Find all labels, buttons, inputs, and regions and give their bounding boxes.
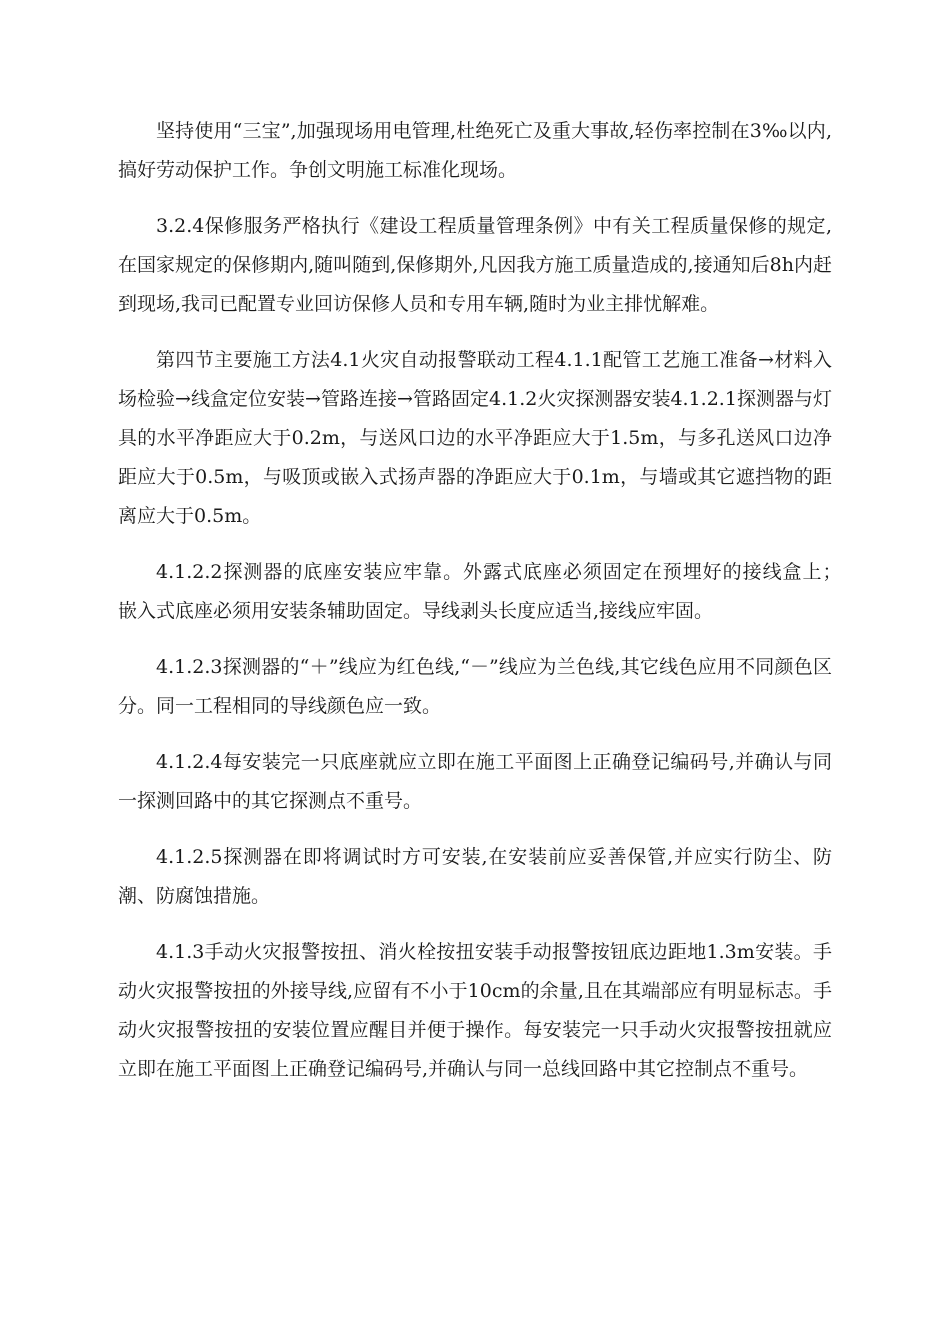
paragraph-detector-storage: 4.1.2.5探测器在即将调试时方可安装,在安装前应妥善保管,并应实行防尘、防潮、防腐蚀措施。	[118, 846, 832, 907]
paragraph-wire-colors: 4.1.2.3探测器的“＋”线应为红色线,“－”线应为兰色线,其它线色应用不同颜色区分。同一工程相同的导线颜色应一致。	[118, 656, 832, 717]
paragraph-safety-management: 坚持使用“三宝”,加强现场用电管理,杜绝死亡及重大事故,轻伤率控制在3‰以内,搞好劳动保护工作。争创文明施工标准化现场。	[118, 120, 832, 181]
document-body	[118, 112, 852, 1106]
paragraph-manual-alarm-button: 4.1.3手动火灾报警按扭、消火栓按扭安装手动报警按钮底边距地1.3m安装。手动火灾报警按扭的外接导线,应留有不小于10cm的余量,且在其端部应有明显标志。手动火灾报警按扭的安装位置应醒目并便于操作。每安装完一只手动火灾报警按扭就应立即在施工平面图上正确登记编码号,并确认与同一总线回路中其它控制点不重号。	[118, 941, 832, 1080]
paragraph-construction-methods: 第四节主要施工方法4.1火灾自动报警联动工程4.1.1配管工艺施工准备→材料入场检验→线盒定位安装→管路连接→管路固定4.1.2火灾探测器安装4.1.2.1探测器与灯具的水平净距应大于0.2m，与送风口边的水平净距应大于1.5m，与多孔送风口边净距应大于0.5m，与吸顶或嵌入式扬声器的净距应大于0.1m，与墙或其它遮挡物的距离应大于0.5m。	[118, 349, 832, 527]
paragraph-detector-base: 4.1.2.2探测器的底座安装应牢靠。外露式底座必须固定在预埋好的接线盒上； 嵌入式底座必须用安装条辅助固定。导线剥头长度应适当,接线应牢固。	[118, 561, 852, 622]
paragraph-base-registration: 4.1.2.4每安装完一只底座就应立即在施工平面图上正确登记编码号,并确认与同一探测回路中的其它探测点不重号。	[118, 751, 832, 812]
paragraph-warranty-service: 3.2.4保修服务严格执行《建设工程质量管理条例》中有关工程质量保修的规定,在国家规定的保修期内,随叫随到,保修期外,凡因我方施工质量造成的,接通知后8h内赶到现场,我司已配置专业回访保修人员和专用车辆,随时为业主排忧解难。	[118, 215, 832, 315]
